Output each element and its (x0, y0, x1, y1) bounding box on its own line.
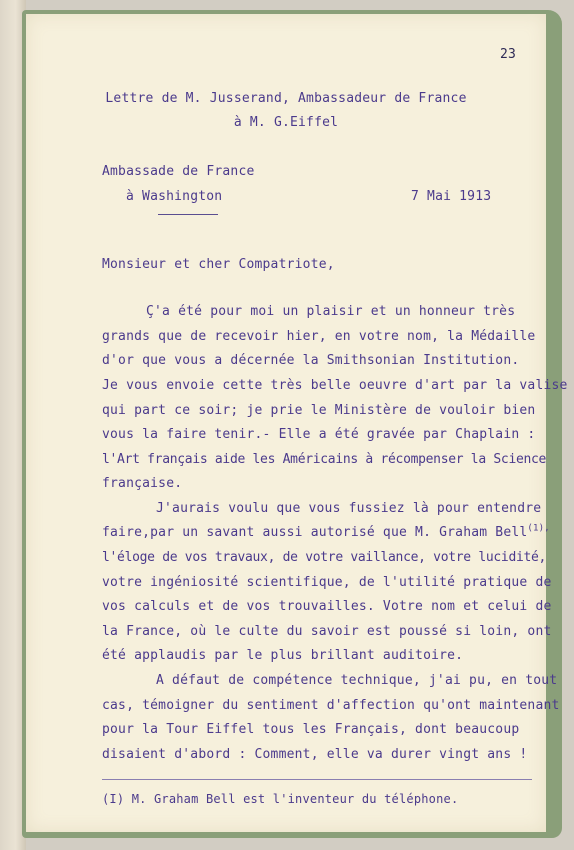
body-line-14: la France, où le culte du savoir est poussé si loin, ont (102, 624, 552, 639)
body-line-16: A défaut de compétence technique, j'ai pu, en tout (156, 673, 558, 688)
body-line-9: J'aurais voulu que vous fussiez là pour entendre (156, 501, 542, 516)
body-line-17: cas, témoigner du sentiment d'affection qu'ont maintenant (102, 698, 560, 713)
body-line-15: été applaudis par le plus brillant auditoire. (102, 648, 464, 663)
body-line-11: l'éloge de vos travaux, de votre vaillance, votre lucidité, (102, 550, 547, 565)
heading-line-1: Lettre de M. Jusserand, Ambassadeur de France (105, 91, 467, 106)
sender-line-1: Ambassade de France (102, 164, 255, 179)
body-line-3: d'or que vous a décernée la Smithsonian Institution. (102, 353, 520, 368)
letter-page (26, 14, 568, 832)
body-line-1: Ç'a été pour moi un plaisir et un honneur très (146, 304, 516, 319)
body-line-10-text: faire,par un savant aussi autorisé que M. Graham Bell (102, 525, 528, 540)
salutation: Monsieur et cher Compatriote, (102, 257, 335, 272)
body-line-10 (102, 525, 550, 541)
body-line-4: Je vous envoie cette très belle oeuvre d'art par la valise (102, 378, 568, 393)
sender-underline (158, 214, 218, 215)
footnote-reference: (1), (527, 523, 550, 534)
body-line-2: grands que de recevoir hier, en votre nom, la Médaille (102, 329, 536, 344)
body-line-7: l'Art français aide les Américains à récompenser la Science (102, 452, 547, 467)
body-line-18: pour la Tour Eiffel tous les Français, dont beaucoup (102, 722, 520, 737)
page-number: 23 (499, 47, 516, 62)
body-line-13: vos calculs et de vos trouvailles. Votre nom et celui de (102, 599, 552, 614)
sender-line-2: à Washington (126, 189, 223, 204)
body-line-8: française. (102, 476, 183, 491)
body-line-19: disaient d'abord : Comment, elle va durer vingt ans ! (102, 747, 528, 762)
heading-line-2: à M. G.Eiffel (233, 115, 339, 130)
letter-date: 7 Mai 1913 (411, 189, 492, 204)
footnote: (I) M. Graham Bell est l'inventeur du téléphone. (102, 792, 459, 806)
body-line-12: votre ingéniosité scientifique, de l'utilité pratique de (102, 575, 552, 590)
footnote-rule (102, 779, 532, 780)
body-line-6: vous la faire tenir.- Elle a été gravée par Chaplain : (102, 427, 536, 442)
body-line-5: qui part ce soir; je prie le Ministère de vouloir bien (102, 403, 536, 418)
